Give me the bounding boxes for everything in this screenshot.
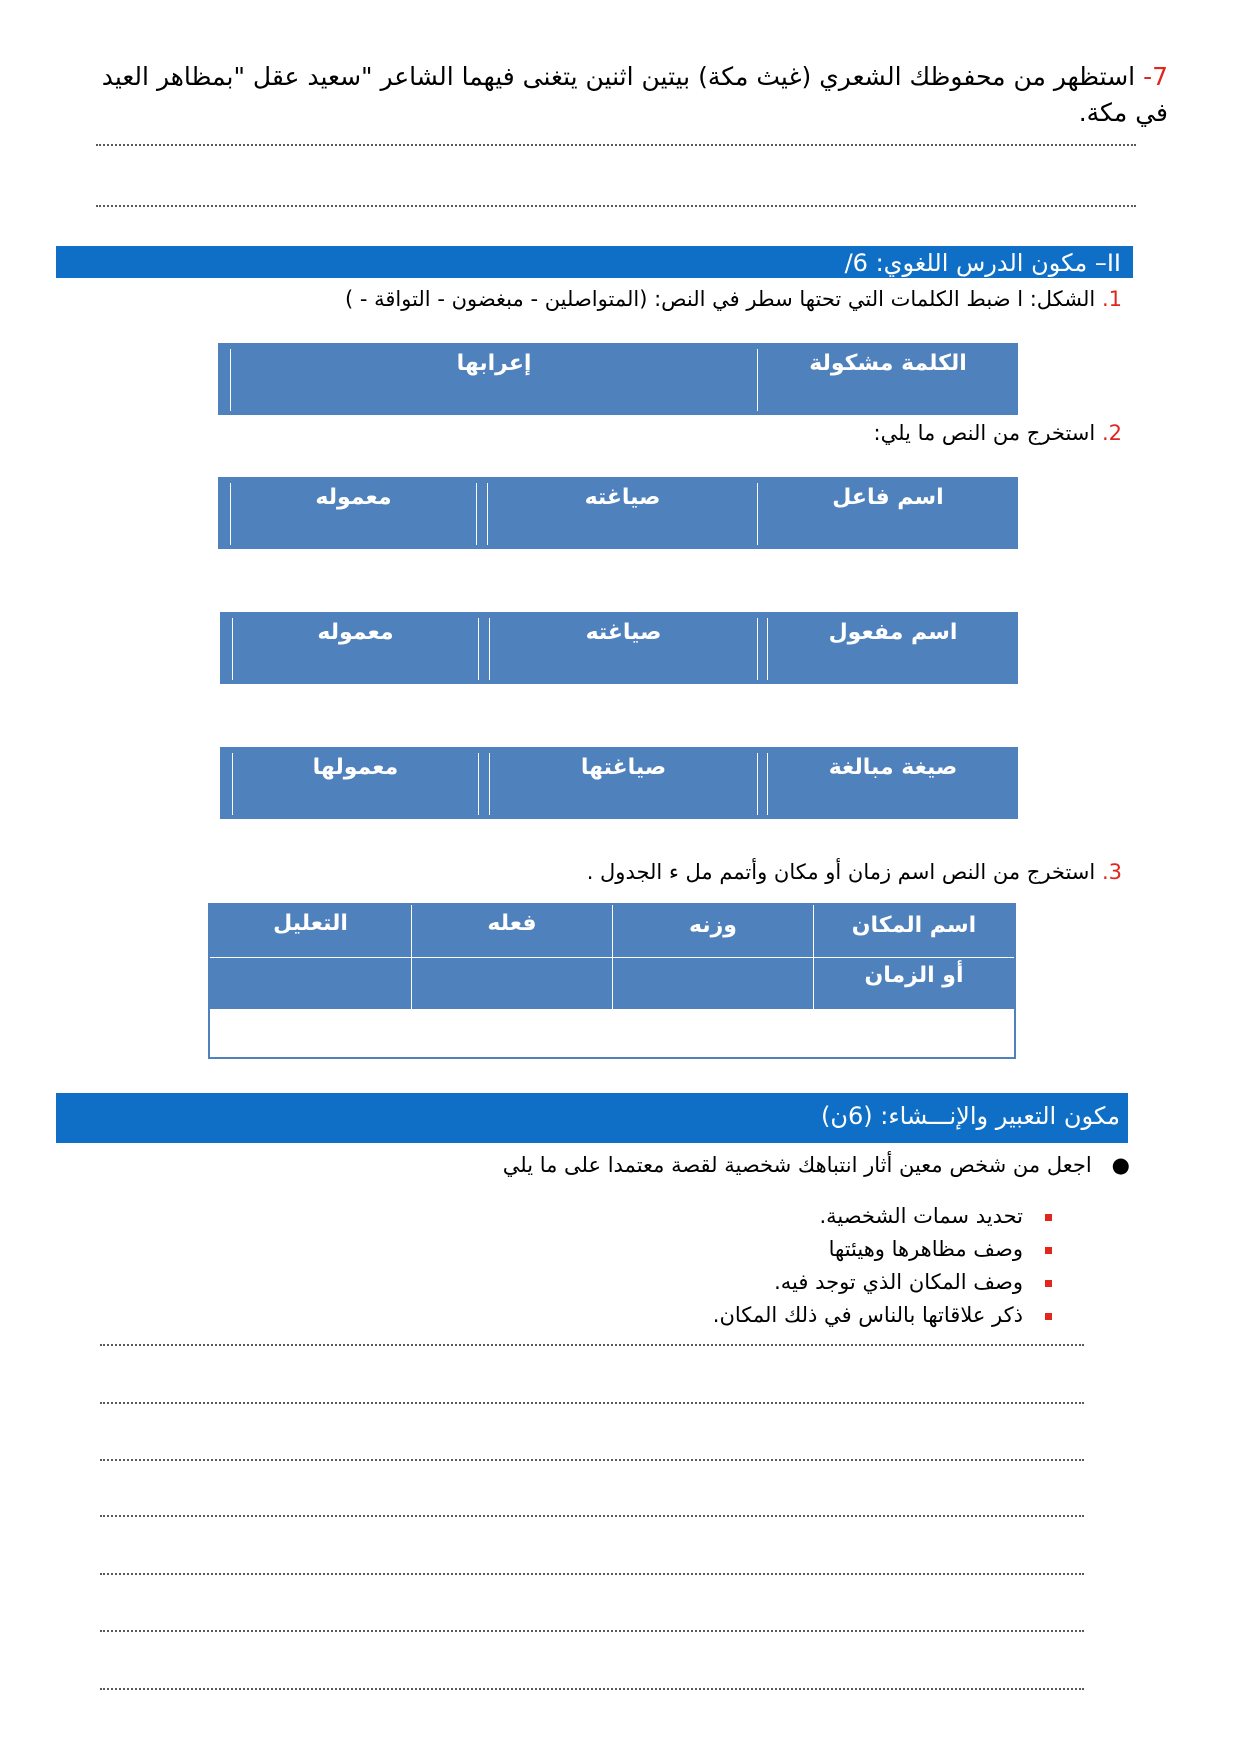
- table-header-area: [210, 905, 1014, 1009]
- header-place-time-noun-line2: أو الزمان: [864, 963, 964, 988]
- section-3-header: [56, 1093, 1128, 1143]
- list-item: ذكر علاقاتها بالناس في ذلك المكان.: [452, 1299, 1052, 1332]
- header-place-time-noun: [814, 913, 1014, 938]
- row-divider: [210, 957, 1014, 958]
- square-bullet-icon: [1045, 1214, 1052, 1221]
- question-3-number: 3.: [1101, 860, 1122, 884]
- question-2-number: 2.: [1101, 421, 1122, 445]
- table-active-participle: [218, 477, 1018, 549]
- list-item: وصف مظاهرها وهيئتها: [452, 1233, 1052, 1266]
- question-3: [322, 858, 1122, 886]
- table-answer-row[interactable]: [210, 1009, 1014, 1057]
- list-item: وصف المكان الذي توجد فيه.: [452, 1266, 1052, 1299]
- composition-prompt: [230, 1150, 1130, 1180]
- column-divider: [476, 483, 477, 545]
- section-2-title: II– مكون الدرس اللغوي: 6/: [844, 249, 1121, 277]
- table-word-parsing: [218, 343, 1018, 415]
- section-2-header: [56, 246, 1133, 278]
- answer-line[interactable]: [100, 1630, 1084, 1632]
- answer-line[interactable]: [96, 144, 1136, 146]
- column-divider: [757, 618, 758, 680]
- square-bullet-icon: [1045, 1313, 1052, 1320]
- answer-line[interactable]: [100, 1402, 1084, 1404]
- question-2: [522, 419, 1122, 447]
- header-verb: فعله: [487, 911, 537, 936]
- table-time-place-noun: [208, 903, 1016, 1059]
- header-formation: صياغتها: [580, 755, 667, 780]
- table-intensive-form: [220, 747, 1018, 819]
- answer-line[interactable]: [100, 1515, 1084, 1517]
- column-divider: [478, 753, 479, 815]
- header-formation: صياغته: [585, 620, 662, 645]
- square-bullet-icon: [1045, 1280, 1052, 1287]
- header-active-participle: اسم فاعل: [832, 485, 944, 510]
- header-pattern: وزنه: [689, 913, 737, 938]
- header-place-noun: اسم المكان: [851, 913, 977, 938]
- question-1-number: 1.: [1101, 287, 1122, 311]
- list-item: تحديد سمات الشخصية.: [452, 1200, 1052, 1233]
- header-parsing: إعرابها: [456, 351, 532, 376]
- header-governed: معموله: [315, 485, 392, 510]
- question-7-number: 7-: [1143, 62, 1168, 91]
- question-2-text: استخرج من النص ما يلي:: [873, 421, 1096, 445]
- header-passive-participle: اسم مفعول: [828, 620, 958, 645]
- header-governed: معموله: [317, 620, 394, 645]
- table-passive-participle: [220, 612, 1018, 684]
- answer-line[interactable]: [100, 1573, 1084, 1575]
- header-word-vowelized: الكلمة مشكولة: [809, 351, 967, 376]
- question-7: [68, 58, 1168, 96]
- header-formation: صياغته: [584, 485, 661, 510]
- prompt-text: اجعل من شخص معين أثار انتباهك شخصية لقصة معتمدا على ما يلي: [502, 1153, 1092, 1177]
- header-governed: معمولها: [312, 755, 399, 780]
- question-7-text: استظهر من محفوظك الشعري (غيث مكة) بيتين اثنين يتغنى فيهما الشاعر "سعيد عقل "بمظاهر العيد: [101, 62, 1136, 91]
- column-divider: [478, 618, 479, 680]
- header-intensive-form: صيغة مبالغة: [828, 755, 958, 780]
- question-3-text: استخرج من النص اسم زمان أو مكان وأتمم مل ء الجدول .: [586, 860, 1096, 884]
- answer-line[interactable]: [100, 1688, 1084, 1690]
- question-7-line2: في مكة.: [1078, 98, 1168, 127]
- criteria-list: [452, 1200, 1052, 1332]
- square-bullet-icon: [1045, 1247, 1052, 1254]
- question-1: [222, 285, 1122, 313]
- question-1-text: الشكل: ا ضبط الكلمات التي تحتها سطر في النص: (المتواصلين - مبغضون - التواقة - ): [344, 287, 1096, 311]
- column-divider: [757, 753, 758, 815]
- section-3-title: مكون التعبير والإنـــشاء: (6ن): [820, 1102, 1120, 1130]
- answer-line[interactable]: [100, 1459, 1084, 1461]
- answer-line[interactable]: [96, 205, 1136, 207]
- bullet-icon: ●: [1111, 1153, 1130, 1177]
- answer-line[interactable]: [100, 1344, 1084, 1346]
- header-justification: التعليل: [273, 911, 348, 936]
